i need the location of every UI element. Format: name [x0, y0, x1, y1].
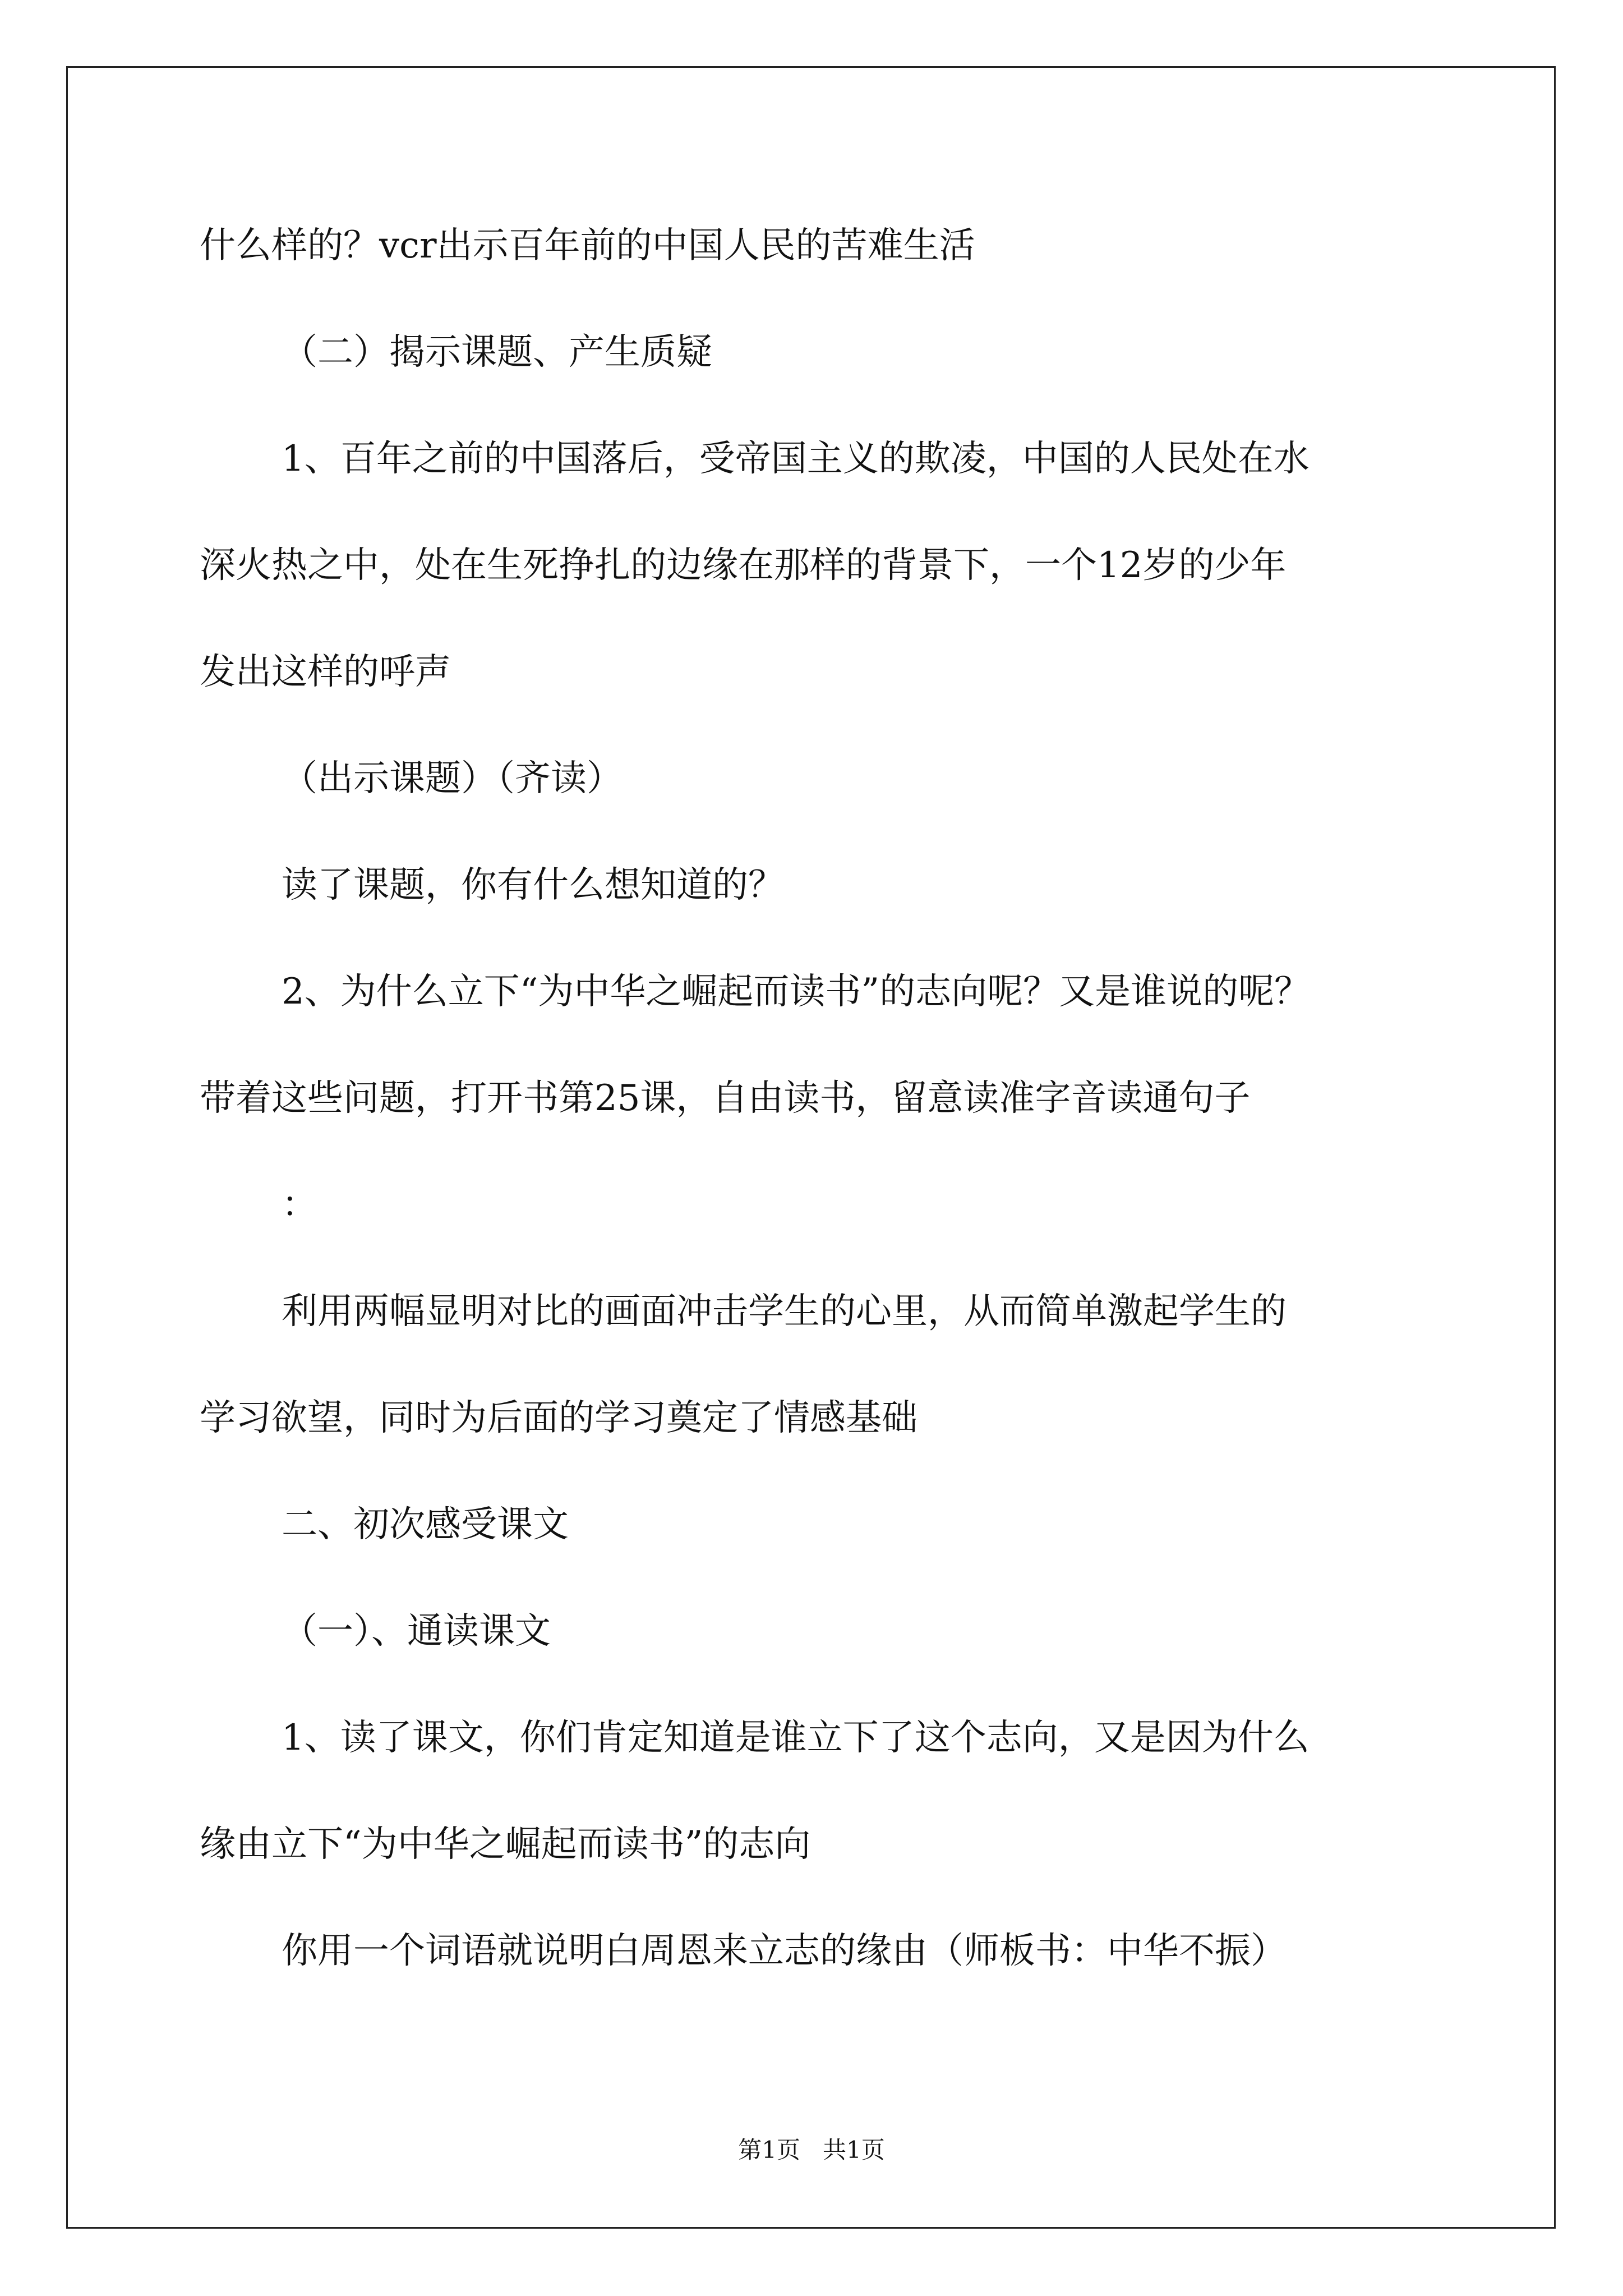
text-line: 什么样的？vcr出示百年前的中国人民的苦难生活 — [200, 225, 975, 266]
text-line: 1、读了课文，你们肯定知道是谁立下了这个志向，又是因为什么 — [282, 1717, 1310, 1759]
text-line: 学习欲望，同时为后面的学习奠定了情感基础 — [200, 1397, 917, 1439]
text-line: 缘由立下“为中华之崛起而读书”的志向 — [200, 1824, 811, 1865]
section-heading: （二）揭示课题、产生质疑 — [282, 332, 712, 373]
section-heading: （一）、通读课文 — [282, 1611, 551, 1652]
text-line: 2、为什么立下“为中华之崛起而读书”的志向呢？又是谁说的呢？ — [282, 971, 1311, 1013]
text-line: 你用一个词语就说明白周恩来立志的缘由（师板书：中华不振） — [282, 1930, 1287, 1972]
text-line: ： — [282, 1184, 317, 1226]
text-line: 读了课题，你有什么想知道的？ — [282, 864, 784, 906]
text-line: 带着这些问题，打开书第25课，自由读书，留意读准字音读通句子 — [200, 1078, 1251, 1119]
text-line: （出示课题）（齐读） — [282, 758, 623, 799]
text-line: 深火热之中，处在生死挣扎的边缘在那样的背景下，一个12岁的少年 — [200, 545, 1287, 586]
section-heading: 二、初次感受课文 — [282, 1504, 569, 1545]
page-border — [66, 66, 1556, 2229]
text-line: 利用两幅显明对比的画面冲击学生的心里，从而简单激起学生的 — [282, 1291, 1287, 1332]
page-number-footer: 第1页 共1页 — [738, 2136, 885, 2164]
text-line: 1、百年之前的中国落后，受帝国主义的欺凌，中国的人民处在水 — [282, 438, 1310, 480]
text-line: 发出这样的呼声 — [200, 651, 451, 693]
